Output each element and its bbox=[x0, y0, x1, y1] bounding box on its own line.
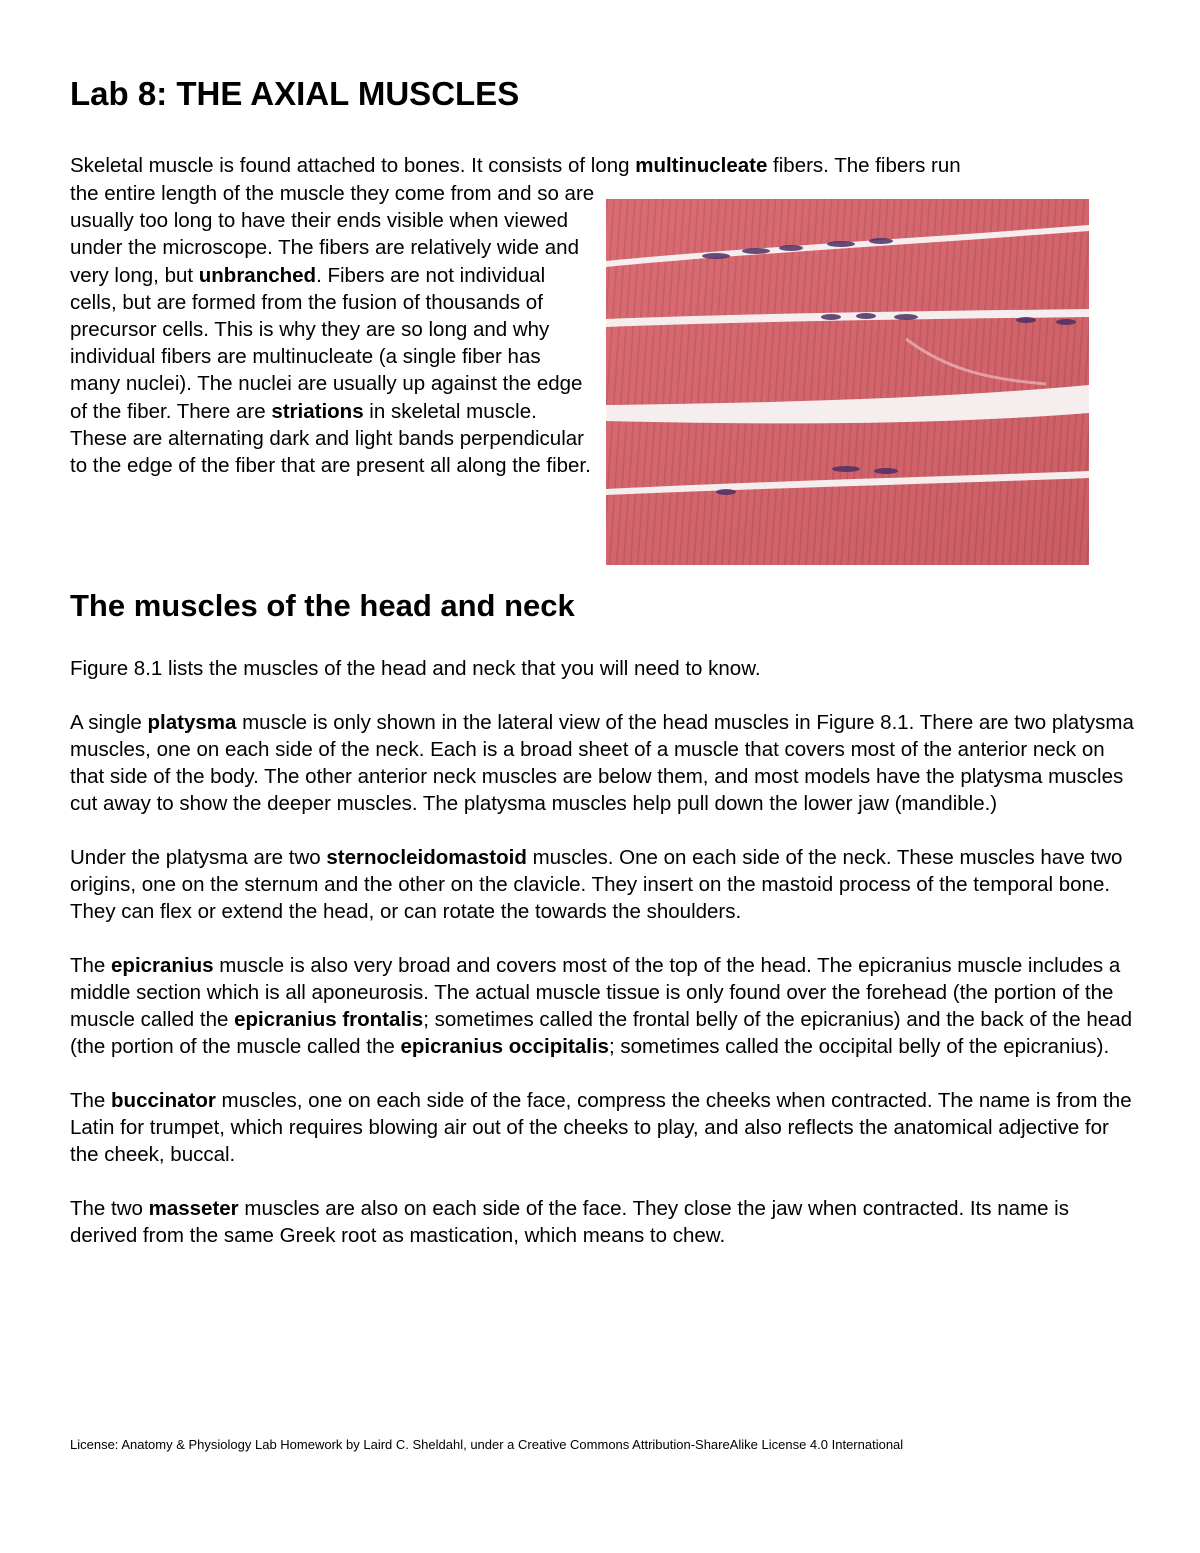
nucleus bbox=[856, 313, 876, 319]
term-platysma: platysma bbox=[147, 711, 237, 734]
term-multinucleate: multinucleate bbox=[635, 154, 768, 177]
micrograph-svg bbox=[606, 199, 1089, 565]
page-title: Lab 8: THE AXIAL MUSCLES bbox=[70, 75, 520, 112]
intro-wrapped-text: the entire length of the muscle they come from and so are usually too long to have their ends visible when viewed under the microscope. The fibers are relatively wide and very long, but unbranched. Fibers are not individual cells, but are formed from the fusion of thousands of precursor cells. This is why they are so long and why individual fibers are multinucleate (a single fiber has many nuclei). The nuclei are usually up against the edge of the fiber. There are striations in skeletal muscle. These are alternating dark and light bands perpendicular to the edge of the fiber that are present all along the fiber. bbox=[70, 182, 595, 478]
paragraph-epicranius: The epicranius muscle is also very broad and covers most of the top of the head. The epicranius muscle includes a middle section which is all aponeurosis. The actual muscle tissue is only found over the forehead (the portion of the muscle called the epicranius frontalis; sometimes called the frontal belly of the epicranius) and the back of the head (the portion of the muscle called the epicranius occipitalis; sometimes called the occipital belly of the epicranius). bbox=[70, 954, 1133, 1058]
term-striations: striations bbox=[271, 399, 364, 423]
nucleus bbox=[832, 466, 860, 472]
nucleus bbox=[874, 468, 898, 474]
paragraph-masseter: The two masseter muscles are also on each side of the face. They close the jaw when contracted. Its name is derived from the same Greek root as mastication, which means to chew. bbox=[70, 1197, 1069, 1247]
term-epicranius-frontalis: epicranius frontalis bbox=[234, 1008, 424, 1031]
nucleus bbox=[779, 245, 803, 251]
skeletal-muscle-micrograph bbox=[606, 199, 1089, 565]
nucleus bbox=[742, 248, 770, 254]
nucleus bbox=[894, 314, 918, 320]
term-epicranius-occipitalis: epicranius occipitalis bbox=[400, 1035, 609, 1058]
section-body bbox=[70, 655, 1140, 1276]
paragraph-platysma: A single platysma muscle is only shown in the lateral view of the head muscles in Figure 8.1. There are two platysma muscles, one on each side of the neck. Each is a broad sheet of a muscle that covers most of the anterior neck on that side of the body. The other anterior neck muscles are below them, and most models have the platysma muscles cut away to show the deeper muscles. The platysma muscles help pull down the lower jaw (mandible.) bbox=[70, 711, 1134, 815]
nucleus bbox=[869, 238, 893, 244]
nucleus bbox=[1056, 319, 1076, 325]
nucleus bbox=[821, 314, 841, 320]
section-heading: The muscles of the head and neck bbox=[70, 588, 575, 623]
paragraph-sternocleidomastoid: Under the platysma are two sternocleidomastoid muscles. One on each side of the neck. These muscles have two origins, one on the sternum and the other on the clavicle. They insert on the mastoid process of the temporal bone. They can flex or extend the head, or can rotate the towards the shoulders. bbox=[70, 846, 1123, 923]
nucleus bbox=[1016, 317, 1036, 323]
nucleus bbox=[716, 489, 736, 495]
term-epicranius: epicranius bbox=[111, 954, 214, 977]
nucleus bbox=[827, 241, 855, 247]
term-unbranched: unbranched bbox=[198, 263, 317, 287]
nucleus bbox=[702, 253, 730, 259]
paragraph-buccinator: The buccinator muscles, one on each side of the face, compress the cheeks when contracted. The name is from the Latin for trumpet, which requires blowing air out of the cheeks to play, and also reflects the anatomical adjective for the cheek, buccal. bbox=[70, 1089, 1132, 1166]
license-footer: License: Anatomy & Physiology Lab Homework by Laird C. Sheldahl, under a Creative Commons Attribution-ShareAlike License 4.0 International bbox=[70, 1437, 904, 1452]
term-buccinator: buccinator bbox=[111, 1089, 216, 1112]
intro-first-line: Skeletal muscle is found attached to bones. It consists of long multinucleate fibers. The fibers run bbox=[70, 154, 961, 177]
term-sternocleidomastoid: sternocleidomastoid bbox=[326, 846, 527, 869]
paragraph-figure-intro: Figure 8.1 lists the muscles of the head and neck that you will need to know. bbox=[70, 657, 761, 680]
term-masseter: masseter bbox=[148, 1197, 239, 1220]
